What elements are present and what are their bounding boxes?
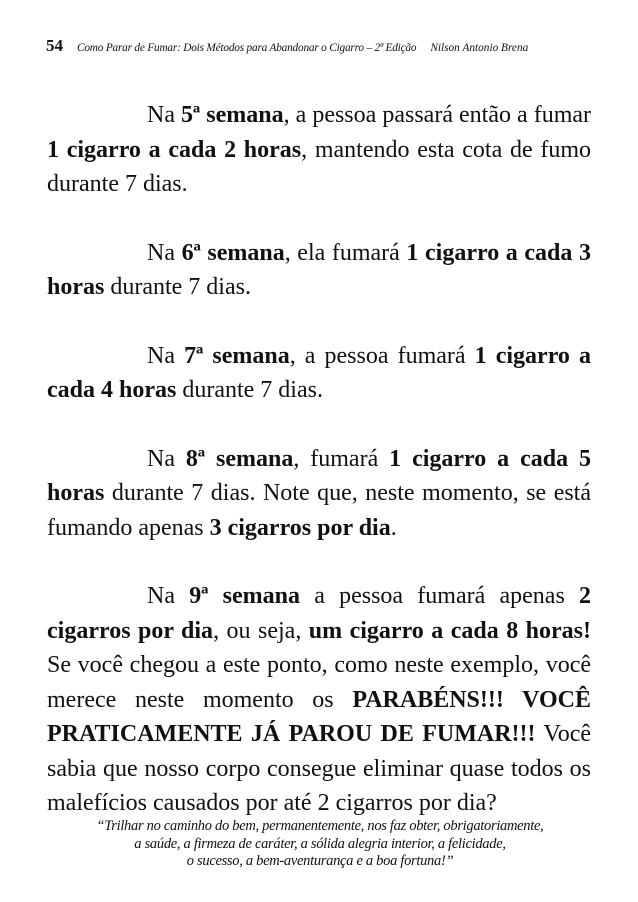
text: Na — [147, 239, 182, 266]
paragraph — [47, 339, 591, 408]
text: . — [390, 514, 397, 541]
text: , mantendo esta cota de fumo durante 7 dias. — [47, 136, 591, 197]
paragraph — [47, 236, 591, 305]
text: , ela fumará — [284, 239, 407, 266]
quote-line: a saúde, a firmeza de caráter, a sólida alegria interior, a felicidade, — [134, 835, 506, 852]
body-text — [47, 98, 591, 855]
bold-text: 3 cigarros por dia — [209, 514, 391, 541]
bold-text: 1 cigarro a cada 3 horas — [47, 239, 591, 300]
text: , a pessoa passará então a fumar — [283, 102, 591, 128]
text: Se você chegou a este ponto, como neste exemplo, você merece neste momento os — [47, 652, 591, 713]
text: Você sabia que nosso corpo consegue eliminar quase todos os malefícios causados por até 2 cigarros por dia? — [47, 721, 592, 816]
text: Na — [147, 342, 185, 369]
paragraph — [47, 579, 591, 821]
text: a pessoa fumará apenas — [299, 583, 580, 609]
text: durante 7 dias. — [176, 377, 323, 403]
page-header — [46, 36, 596, 56]
page-number: 54 — [46, 36, 63, 55]
text: , fumará — [293, 445, 390, 472]
paragraph — [47, 442, 591, 546]
bold-text: 8ª semana — [185, 445, 294, 472]
bold-text: 1 cigarro a cada 5 horas — [47, 445, 592, 506]
footer-quote — [60, 818, 580, 871]
bold-text: PARABÉNS!!! VOCÊ PRATICAMENTE JÁ PAROU DE FUMAR!!! — [47, 686, 591, 747]
paragraph — [47, 98, 591, 202]
bold-text: 6ª semana — [181, 239, 285, 266]
text: durante 7 dias. Note que, neste momento, se está fumando apenas — [47, 480, 591, 541]
text: , a pessoa fumará — [289, 342, 475, 369]
bold-text: 2 cigarros por dia — [47, 583, 592, 644]
quote-line: “Trilhar no caminho do bem, permanentemente, nos faz obter, obrigatoriamente, — [96, 818, 544, 834]
text: durante 7 dias. — [104, 274, 251, 300]
bold-text: 9ª semana — [189, 583, 300, 609]
text: , ou seja, — [213, 617, 309, 644]
author-name: Nilson Antonio Brena — [430, 42, 529, 54]
quote-line: o sucesso, a bem-aventurança e a boa fortuna!” — [186, 853, 454, 869]
bold-text: 1 cigarro a cada 2 horas — [47, 136, 302, 163]
bold-text: 5ª semana — [181, 102, 284, 128]
text: Na — [147, 102, 182, 128]
bold-text: 7ª semana — [184, 342, 290, 369]
text: Na — [147, 583, 190, 609]
book-title: Como Parar de Fumar: Dois Métodos para Abandonar o Cigarro – 2ª Edição — [77, 42, 417, 54]
bold-text: um cigarro a cada 8 horas! — [308, 617, 591, 644]
text: Na — [147, 445, 186, 472]
bold-text: 1 cigarro a cada 4 horas — [47, 342, 592, 403]
